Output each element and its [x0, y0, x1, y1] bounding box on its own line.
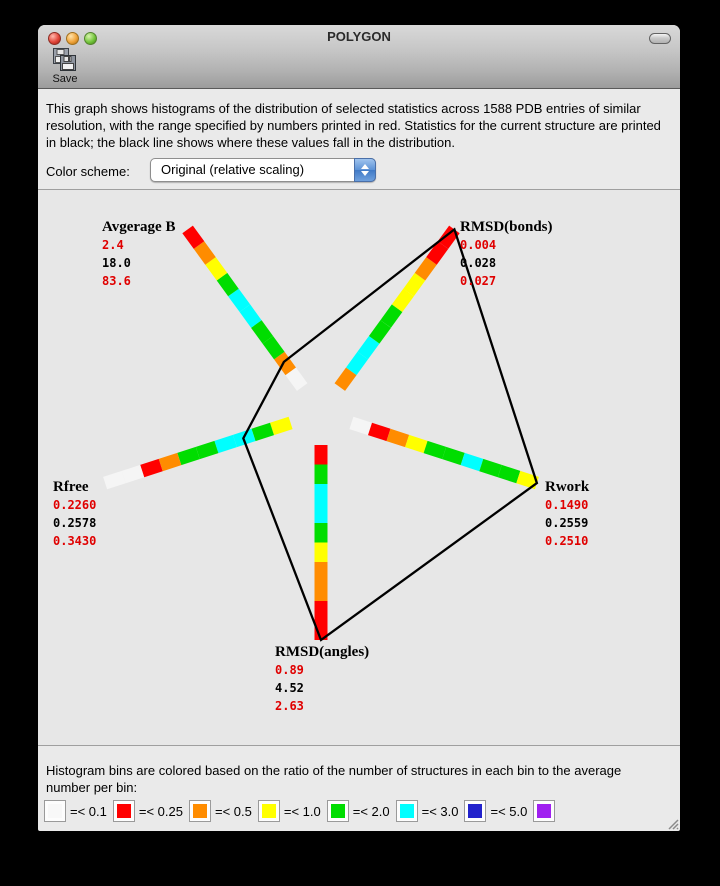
axis-min-value: 0.1490	[545, 498, 589, 512]
resize-grip[interactable]	[666, 817, 679, 830]
description-text: This graph shows histograms of the distribution of selected statistics across 1588 PDB entries of similar resolution, with the range specified by numbers printed in red. Statistics for the current structure are printed in black; the black line shows where these values fall in the distribution.	[46, 101, 661, 150]
histogram-segment	[233, 293, 245, 309]
up-arrow-icon	[361, 164, 369, 169]
legend-swatch-color	[48, 804, 62, 818]
histogram-segment	[370, 429, 389, 435]
axis-max-value: 0.027	[460, 274, 497, 288]
down-arrow-icon	[361, 171, 369, 176]
minimize-button[interactable]	[66, 32, 79, 45]
histogram-segment	[351, 423, 370, 429]
axis-max-value: 0.3430	[53, 534, 97, 548]
save-floppy-icon	[52, 47, 78, 73]
legend-bin	[113, 800, 189, 822]
close-button[interactable]	[48, 32, 61, 45]
histogram-segment	[481, 465, 500, 471]
axis-current-value: 0.2559	[545, 516, 589, 530]
histogram-segment	[420, 261, 432, 277]
save-button[interactable]	[46, 47, 84, 87]
zoom-button[interactable]	[84, 32, 97, 45]
divider-bottom	[38, 745, 680, 746]
histogram-segment	[211, 261, 223, 277]
histogram-segment	[463, 459, 482, 465]
histogram-segment	[216, 441, 235, 447]
legend-swatch-color	[331, 804, 345, 818]
axis-max-value: 0.2510	[545, 534, 589, 548]
histogram-segment	[363, 340, 375, 356]
legend-bin-label: =< 3.0	[421, 803, 459, 819]
legend-swatch-color	[400, 804, 414, 818]
axis-label-rwork	[545, 478, 589, 550]
dropdown-stepper-icon	[354, 158, 376, 182]
histogram-segment	[198, 447, 217, 453]
axis-min-value: 2.4	[102, 238, 124, 252]
axis-current-value: 0.2578	[53, 516, 97, 530]
axis-name: Rwork	[545, 479, 590, 495]
histogram-segment	[188, 229, 199, 245]
window-title: POLYGON	[327, 29, 391, 44]
legend-swatch-icon	[113, 800, 135, 822]
legend-text: Histogram bins are colored based on the ratio of the number of structures in each bin to the average number per bin:	[46, 763, 622, 795]
legend-swatch-color	[468, 804, 482, 818]
axis-min-value: 0.004	[460, 238, 497, 252]
histogram-segment	[142, 465, 161, 471]
legend-swatch-color	[193, 804, 207, 818]
axis-current-value: 18.0	[102, 256, 131, 270]
legend-bin-label: =< 0.1	[70, 803, 107, 819]
axis-name: RMSD(angles)	[275, 644, 370, 660]
legend-bin	[44, 800, 113, 822]
histogram-segment	[340, 371, 352, 387]
histogram-segment	[374, 324, 386, 340]
legend-swatch-icon	[533, 800, 555, 822]
histogram-segment	[291, 371, 303, 387]
legend-swatch-icon	[396, 800, 418, 822]
histogram-segment	[397, 293, 409, 309]
legend-bin-label: =< 1.0	[283, 803, 321, 819]
toolbar-toggle-button[interactable]	[649, 33, 671, 44]
legend-swatch-color	[117, 804, 131, 818]
histogram-segment	[179, 453, 198, 459]
histogram-segment	[256, 324, 268, 340]
legend-bin	[396, 800, 465, 822]
histogram-segment	[124, 471, 143, 477]
legend-bin	[327, 800, 396, 822]
histogram-segment	[272, 423, 291, 429]
legend-bin-label: =< 5.0	[490, 803, 528, 819]
axis-name: Avgerage B	[102, 219, 176, 235]
histogram-segment	[409, 277, 420, 293]
axis-min-value: 0.89	[275, 663, 304, 677]
axis-name: RMSD(bonds)	[460, 219, 553, 235]
legend-bins	[44, 798, 565, 824]
histogram-segment	[444, 453, 463, 459]
axis-label-rmsd-angles	[275, 643, 369, 715]
legend-swatch-icon	[258, 800, 280, 822]
title-bar	[38, 25, 680, 89]
histogram-segment	[432, 245, 444, 261]
legend-bin-label: =< 2.0	[352, 803, 390, 819]
legend-bin-label: =< 0.5	[214, 803, 252, 819]
legend-swatch-icon	[327, 800, 349, 822]
histogram-segment	[426, 447, 445, 453]
histogram-segment	[386, 308, 397, 324]
axis-label-rfree	[53, 478, 96, 550]
axis-name: Rfree	[53, 479, 89, 495]
legend-swatch-color	[537, 804, 551, 818]
histogram-segment	[500, 471, 519, 477]
legend-swatch-icon	[464, 800, 486, 822]
legend-bin	[533, 800, 565, 822]
axis-label-avgerage-b	[102, 218, 175, 290]
color-scheme-label: Color scheme:	[46, 164, 130, 179]
histogram-segment	[199, 245, 211, 261]
legend-swatch-icon	[44, 800, 66, 822]
histogram-segment	[351, 356, 362, 372]
legend-bin	[464, 800, 533, 822]
histogram-segment	[389, 435, 408, 441]
legend-swatch-color	[262, 804, 276, 818]
histogram-segment	[161, 459, 180, 465]
polygon-plot-area	[38, 190, 680, 745]
histogram-segment	[407, 441, 426, 447]
histogram-segment	[254, 429, 273, 435]
save-button-label: Save	[52, 73, 78, 85]
legend-swatch-icon	[189, 800, 211, 822]
legend-bin	[258, 800, 327, 822]
histogram-segment	[105, 477, 124, 483]
axis-min-value: 0.2260	[53, 498, 97, 512]
legend-bin-label: =< 0.25	[138, 803, 183, 819]
polygon-window	[38, 25, 680, 831]
color-scheme-selected: Original (relative scaling)	[161, 162, 305, 177]
histogram-segment	[268, 340, 280, 356]
axis-current-value: 0.028	[460, 256, 497, 270]
histogram-segment	[245, 308, 256, 324]
color-scheme-dropdown[interactable]	[150, 158, 376, 182]
axis-max-value: 83.6	[102, 274, 131, 288]
histogram-segment	[222, 277, 233, 293]
legend-bin	[189, 800, 258, 822]
axis-label-rmsd-bonds	[460, 218, 553, 290]
axis-current-value: 4.52	[275, 681, 304, 695]
axis-max-value: 2.63	[275, 699, 304, 713]
